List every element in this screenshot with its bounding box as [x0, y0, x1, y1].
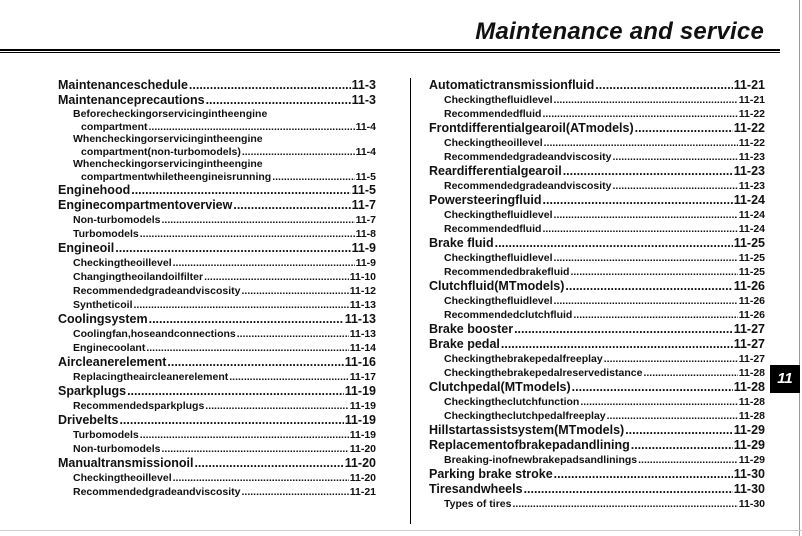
leader-dots	[563, 164, 733, 179]
leader-dots	[501, 337, 733, 352]
leader-dots	[607, 409, 738, 423]
toc-entry-text: Checkingtheoillevel	[73, 472, 172, 484]
toc-page-number: 11-25	[733, 236, 765, 250]
toc-page-number: 11-25	[738, 252, 765, 264]
toc-entry-text: Checkingtheoillevel	[73, 257, 172, 269]
toc-page-number: 11-4	[355, 120, 376, 133]
leader-dots	[233, 198, 350, 213]
toc-entry-continuation	[73, 121, 376, 134]
toc-subsection-entry[interactable]	[58, 485, 376, 499]
toc-subsection-entry[interactable]	[58, 370, 376, 384]
toc-entry-text: Checkingthebrakepedalfreeplay	[444, 353, 603, 365]
toc-subsection-entry[interactable]	[58, 213, 376, 227]
toc-subsection-entry[interactable]	[58, 284, 376, 298]
leader-dots	[570, 265, 737, 279]
toc-page-number: 11-9	[351, 241, 376, 255]
toc-entry-text: Non-turbomodels	[73, 214, 161, 226]
leader-dots	[149, 312, 344, 327]
toc-subsection-entry[interactable]	[429, 294, 765, 308]
toc-page-number: 11-29	[738, 454, 765, 466]
leader-dots	[638, 453, 738, 467]
toc-section-entry[interactable]	[429, 121, 765, 136]
toc-page-number: 11-20	[344, 456, 376, 470]
toc-page-number: 11-22	[733, 121, 765, 135]
toc-subsection-entry[interactable]	[429, 150, 765, 164]
toc-entry-text: Checkingtheclutchfunction	[444, 396, 580, 408]
toc-subsection-entry[interactable]	[429, 265, 765, 279]
header-rule-thin	[0, 52, 780, 53]
toc-entry-text-continued: compartment(non-turbomodels)	[81, 145, 241, 158]
leader-dots	[241, 284, 348, 298]
toc-entry-text: Engineoil	[58, 241, 115, 255]
toc-entry-text: Clutchpedal(MTmodels)	[429, 380, 571, 394]
toc-entry-text: Hillstartassistsystem(MTmodels)	[429, 423, 625, 437]
toc-entry-text: Recommendedclutchfluid	[444, 309, 573, 321]
toc-entry-text: Reardifferentialgearoil	[429, 164, 562, 178]
toc-subsection-entry[interactable]	[429, 251, 765, 265]
page-title: Maintenance and service	[475, 18, 764, 45]
toc-page-number: 11-28	[738, 410, 765, 422]
toc-subsection-entry[interactable]	[429, 409, 765, 423]
toc-entry-text: Tiresandwheels	[429, 482, 523, 496]
toc-page-number: 11-28	[738, 367, 765, 379]
leader-dots	[206, 93, 351, 108]
toc-section-entry[interactable]	[429, 322, 765, 337]
leader-dots	[554, 467, 733, 482]
toc-entry-text: Drivebelts	[58, 413, 119, 427]
leader-dots	[149, 121, 355, 134]
toc-page-number: 11-27	[733, 337, 765, 351]
toc-entry[interactable]	[58, 108, 376, 133]
toc-section-entry[interactable]	[429, 78, 765, 93]
toc-entry-text: Sparkplugs	[58, 384, 127, 398]
toc-page-number: 11-30	[733, 467, 765, 481]
toc-section-entry[interactable]	[429, 380, 765, 395]
toc-page-number: 11-25	[738, 266, 765, 278]
leader-dots	[542, 222, 737, 236]
toc-entry-text: Turbomodels	[73, 429, 139, 441]
toc-page-number: 11-3	[351, 78, 376, 92]
leader-dots	[514, 322, 733, 337]
toc-page-number: 11-16	[344, 355, 376, 369]
toc-entry-text: Checkingthefluidlevel	[444, 295, 553, 307]
leader-dots	[604, 352, 738, 366]
toc-entry[interactable]	[58, 158, 376, 183]
toc-entry-text: Checkingthefluidlevel	[444, 252, 553, 264]
leader-dots	[543, 193, 733, 208]
leader-dots	[612, 179, 737, 193]
toc-entry-text: Checkingtheclutchpedalfreeplay	[444, 410, 606, 422]
toc-entry-text: Recommendedfluid	[444, 108, 542, 120]
toc-subsection-entry[interactable]	[429, 208, 765, 222]
toc-entry-text: Turbomodels	[73, 228, 139, 240]
leader-dots	[524, 482, 733, 497]
toc-entry-text: Enginehood	[58, 183, 131, 197]
toc-entry-text: Breaking-inofnewbrakepadsandlinings	[444, 454, 638, 466]
toc-page-number: 11-28	[738, 396, 765, 408]
leader-dots	[140, 428, 349, 442]
toc-entry-text: Checkingthebrakepedalreservedistance	[444, 367, 643, 379]
toc-entry-text: Enginecoolant	[73, 342, 146, 354]
chapter-tab[interactable]: 11	[770, 365, 800, 393]
toc-entry-text: Brake booster	[429, 322, 514, 336]
toc-page-number: 11-21	[349, 486, 376, 498]
leader-dots	[189, 78, 351, 93]
leader-dots	[631, 438, 733, 453]
toc-subsection-entry[interactable]	[58, 442, 376, 456]
toc-page-number: 11-19	[344, 413, 376, 427]
toc-page-number: 11-28	[733, 380, 765, 394]
leader-dots	[595, 78, 732, 93]
toc-entry-text: Checkingthefluidlevel	[444, 94, 553, 106]
leader-dots	[643, 366, 737, 380]
toc-left-column	[58, 78, 376, 499]
toc-entry-text: Non-turbomodels	[73, 443, 161, 455]
leader-dots	[573, 308, 737, 322]
toc-page-number: 11-26	[733, 279, 765, 293]
toc-subsection-entry[interactable]	[58, 227, 376, 241]
toc-entry-text: Recommendedgradeandviscosity	[73, 285, 241, 297]
leader-dots	[612, 150, 737, 164]
toc-entry-text: Recommendedbrakefluid	[444, 266, 570, 278]
toc-page-number: 11-22	[738, 108, 765, 120]
toc-page-number: 11-26	[738, 295, 765, 307]
toc-section-entry[interactable]	[429, 438, 765, 453]
toc-section-entry[interactable]	[429, 482, 765, 497]
leader-dots	[194, 456, 343, 471]
toc-page-number: 11-13	[344, 312, 376, 326]
toc-page-number: 11-23	[738, 180, 765, 192]
toc-entry-text: Brake pedal	[429, 337, 500, 351]
toc-entry-text: Whencheckingorservicingintheengine	[73, 133, 263, 145]
toc-page-number: 11-23	[738, 151, 765, 163]
leader-dots	[544, 136, 738, 150]
leader-dots	[167, 355, 343, 370]
page-bottom-line	[0, 530, 802, 531]
toc-section-entry[interactable]	[58, 241, 376, 256]
toc-page-number: 11-19	[349, 400, 376, 412]
toc-subsection-entry[interactable]	[58, 256, 376, 270]
toc-section-entry[interactable]	[58, 456, 376, 471]
toc-page-number: 11-23	[733, 164, 765, 178]
toc-subsection-entry[interactable]	[58, 399, 376, 413]
toc-page-number: 11-24	[738, 223, 765, 235]
leader-dots	[134, 298, 349, 312]
toc-page-number: 11-19	[344, 384, 376, 398]
toc-section-entry[interactable]	[429, 423, 765, 438]
toc-entry-text: Checkingthefluidlevel	[444, 209, 553, 221]
toc-right-column	[429, 78, 765, 511]
leader-dots	[204, 270, 349, 284]
leader-dots	[115, 241, 350, 256]
leader-dots	[162, 213, 355, 227]
leader-dots	[542, 107, 737, 121]
toc-subsection-entry[interactable]	[58, 428, 376, 442]
toc-entry-text: Clutchfluid(MTmodels)	[429, 279, 565, 293]
toc-entry-text: Frontdifferentialgearoil(ATmodels)	[429, 121, 634, 135]
toc-section-entry[interactable]	[58, 93, 376, 108]
toc-entry-text: Recommendedgradeandviscosity	[444, 151, 612, 163]
toc-page-number: 11-29	[733, 438, 765, 452]
toc-subsection-entry[interactable]	[58, 298, 376, 312]
toc-page-number: 11-20	[349, 443, 376, 455]
toc-entry-text: Checkingtheoillevel	[444, 137, 543, 149]
leader-dots	[565, 279, 732, 294]
toc-page-number: 11-12	[349, 285, 376, 297]
toc-page-number: 11-22	[738, 137, 765, 149]
toc-section-entry[interactable]	[58, 413, 376, 428]
toc-page-number: 11-19	[349, 429, 376, 441]
toc-section-entry[interactable]	[58, 78, 376, 93]
toc-section-entry[interactable]	[429, 193, 765, 208]
toc-entry-text-continued: compartment	[81, 120, 148, 133]
toc-entry-text: Coolingsystem	[58, 312, 148, 326]
leader-dots	[146, 341, 348, 355]
toc-subsection-entry[interactable]	[429, 136, 765, 150]
toc-entry-text-continued: compartmentwhiletheengineisrunning	[81, 170, 272, 183]
leader-dots	[635, 121, 733, 136]
toc-entry-text: Recommendedsparkplugs	[73, 400, 205, 412]
leader-dots	[162, 442, 349, 456]
toc-entry-text: Whencheckingorservicingintheengine	[73, 158, 263, 170]
toc-entry-text: Recommendedfluid	[444, 223, 542, 235]
leader-dots	[119, 413, 343, 428]
toc-page-number: 11-5	[351, 183, 376, 197]
leader-dots	[242, 146, 355, 159]
toc-subsection-entry[interactable]	[58, 327, 376, 341]
toc-page-number: 11-4	[355, 145, 376, 158]
toc-page-number: 11-7	[351, 198, 376, 212]
leader-dots	[237, 327, 349, 341]
toc-subsection-entry[interactable]	[429, 395, 765, 409]
toc-page-number: 11-27	[738, 353, 765, 365]
toc-entry-text: Maintenanceprecautions	[58, 93, 205, 107]
toc-page-number: 11-8	[355, 228, 376, 240]
toc-section-entry[interactable]	[58, 183, 376, 198]
header-rule	[0, 49, 780, 51]
leader-dots	[554, 93, 738, 107]
leader-dots	[572, 380, 733, 395]
leader-dots	[205, 399, 348, 413]
page-edge	[799, 0, 800, 536]
toc-entry-text: Recommendedgradeandviscosity	[444, 180, 612, 192]
toc-subsection-entry[interactable]	[429, 107, 765, 121]
leader-dots	[241, 485, 348, 499]
toc-section-entry[interactable]	[429, 467, 765, 482]
toc-section-entry[interactable]	[429, 279, 765, 294]
leader-dots	[173, 471, 349, 485]
leader-dots	[272, 171, 354, 184]
toc-entry-text: Beforecheckingorservicingintheengine	[73, 108, 268, 120]
toc-entry-text: Recommendedgradeandviscosity	[73, 486, 241, 498]
leader-dots	[554, 251, 738, 265]
toc-section-entry[interactable]	[58, 384, 376, 399]
toc-entry-text: Brake fluid	[429, 236, 494, 250]
toc-page-number: 11-17	[349, 371, 376, 383]
toc-page-number: 11-30	[733, 482, 765, 496]
toc-page-number: 11-13	[349, 299, 376, 311]
toc-page-number: 11-5	[355, 170, 376, 183]
toc-subsection-entry[interactable]	[429, 453, 765, 467]
toc-section-entry[interactable]	[58, 198, 376, 213]
toc-subsection-entry[interactable]	[429, 222, 765, 236]
toc-entry-text: Parking brake stroke	[429, 467, 553, 481]
leader-dots	[173, 256, 355, 270]
toc-entry-text: Replacingtheaircleanerelement	[73, 371, 229, 383]
toc-entry-text: Types of tires	[444, 498, 512, 510]
toc-subsection-entry[interactable]	[429, 366, 765, 380]
leader-dots	[140, 227, 355, 241]
toc-entry-text: Manualtransmissionoil	[58, 456, 194, 470]
leader-dots	[513, 497, 738, 511]
toc-entry-text: Enginecompartmentoverview	[58, 198, 233, 212]
toc-entry-continuation	[73, 146, 376, 159]
toc-page-number: 11-13	[349, 328, 376, 340]
toc-page-number: 11-3	[351, 93, 376, 107]
toc-page-number: 11-14	[349, 342, 376, 354]
toc-section-entry[interactable]	[429, 236, 765, 251]
toc-page-number: 11-9	[355, 257, 376, 269]
leader-dots	[495, 236, 733, 251]
toc-subsection-entry[interactable]	[429, 497, 765, 511]
leader-dots	[625, 423, 733, 438]
leader-dots	[131, 183, 350, 198]
toc-page-number: 11-29	[733, 423, 765, 437]
leader-dots	[554, 294, 738, 308]
toc-page-number: 11-21	[733, 78, 765, 92]
toc-entry-text: Maintenanceschedule	[58, 78, 188, 92]
toc-subsection-entry[interactable]	[429, 93, 765, 107]
toc-subsection-entry[interactable]	[58, 471, 376, 485]
toc-entry-text: Aircleanerelement	[58, 355, 167, 369]
toc-entry-text: Syntheticoil	[73, 299, 133, 311]
toc-page-number: 11-7	[355, 214, 376, 226]
toc-entry-text: Changingtheoilandoilfilter	[73, 271, 204, 283]
toc-section-entry[interactable]	[429, 337, 765, 352]
toc-section-entry[interactable]	[429, 164, 765, 179]
toc-page-number: 11-26	[738, 309, 765, 321]
toc-section-entry[interactable]	[58, 312, 376, 327]
toc-page-number: 11-24	[738, 209, 765, 221]
toc-page-number: 11-20	[349, 472, 376, 484]
toc-entry-text: Replacementofbrakepadandlining	[429, 438, 630, 452]
toc-entry-continuation	[73, 171, 376, 184]
toc-page-number: 11-21	[738, 94, 765, 106]
toc-page-number: 11-24	[733, 193, 765, 207]
toc-entry-text: Automatictransmissionfluid	[429, 78, 595, 92]
leader-dots	[229, 370, 348, 384]
toc-subsection-entry[interactable]	[429, 308, 765, 322]
toc-page-number: 11-30	[738, 498, 765, 510]
leader-dots	[554, 208, 738, 222]
toc-subsection-entry[interactable]	[429, 179, 765, 193]
leader-dots	[580, 395, 737, 409]
toc-subsection-entry[interactable]	[429, 352, 765, 366]
toc-entry-text: Coolingfan,hoseandconnections	[73, 328, 236, 340]
leader-dots	[127, 384, 344, 399]
toc-section-entry[interactable]	[58, 355, 376, 370]
toc-entry[interactable]	[58, 133, 376, 158]
column-divider	[410, 78, 411, 524]
toc-page-number: 11-27	[733, 322, 765, 336]
toc-entry-text: Powersteeringfluid	[429, 193, 542, 207]
toc-page-number: 11-10	[349, 271, 376, 283]
toc-subsection-entry[interactable]	[58, 270, 376, 284]
toc-subsection-entry[interactable]	[58, 341, 376, 355]
